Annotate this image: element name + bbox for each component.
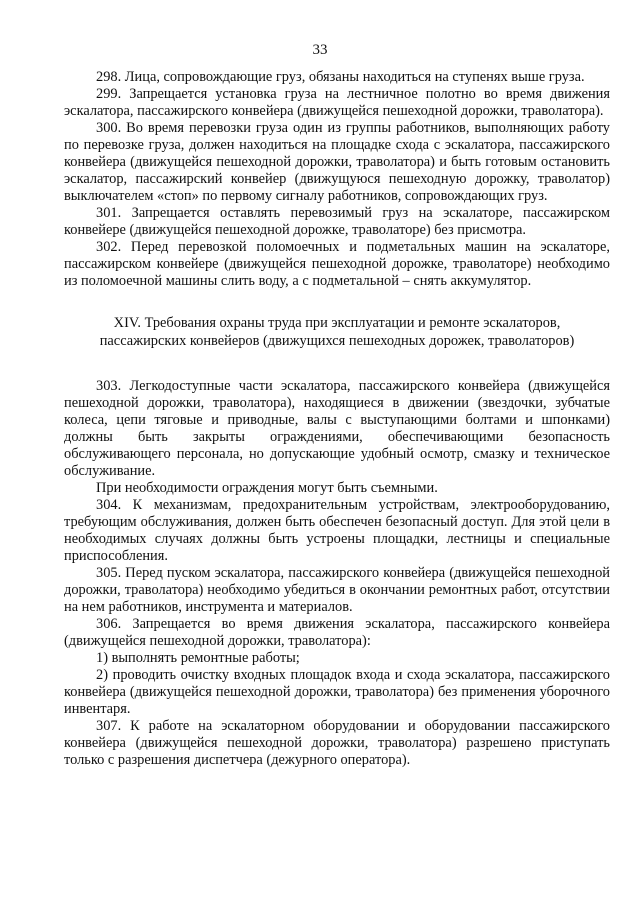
paragraph-303: 303. Легкодоступные части эскалатора, пассажирского конвейера (движущейся пешеходной дорожки, траволатора), находящиеся в движении (звездочки, зубчатые колеса, цепи тяговые и приводные, валы с выступающими болтами и шпонками) должны быть закрыты ограждениями, обеспечивающими безопасность обслуживающего персонала, но допускающие удобный осмотр, смазку и техническое обслуживание.	[64, 378, 610, 479]
document-body	[64, 69, 610, 769]
section-heading	[64, 314, 610, 350]
section-heading-line-1: XIV. Требования охраны труда при эксплуатации и ремонте эскалаторов,	[113, 315, 561, 331]
paragraph-306-item-2: 2) проводить очистку входных площадок входа и схода эскалатора, пассажирского конвейера (движущейся пешеходной дорожки, траволатора) без применения уборочного инвентаря.	[64, 667, 610, 717]
paragraph-305: 305. Перед пуском эскалатора, пассажирского конвейера (движущейся пешеходной дорожки, траволатора) необходимо убедиться в окончании ремонтных работ, отсутствии на нем работников, инструмента и материалов.	[64, 565, 610, 615]
paragraph-300: 300. Во время перевозки груза один из группы работников, выполняющих работу по перевозке груза, должен находиться на площадке схода с эскалатора, пассажирского конвейера (движущейся пешеходной дорожки, траволатора) и быть готовым остановить эскалатор, пассажирский конвейер (движущуюся пешеходную дорожку, траволатор) выключателем «стоп» по первому сигналу работников, сопровождающих груз.	[64, 120, 610, 204]
paragraph-303-note: При необходимости ограждения могут быть съемными.	[96, 480, 438, 496]
paragraph-302: 302. Перед перевозкой поломоечных и подметальных машин на эскалаторе, пассажирском конвейере (движущейся пешеходной дорожке, траволаторе) необходимо из поломоечной машины слить воду, а с подметальной – снять аккумулятор.	[64, 239, 610, 289]
paragraph-304: 304. К механизмам, предохранительным устройствам, электрооборудованию, требующим обслуживания, должен быть обеспечен безопасный доступ. Для этой цели в необходимых случаях должны быть устроены площадки, лестницы и специальные приспособления.	[64, 497, 610, 564]
section-heading-line-2: пассажирских конвейеров (движущихся пешеходных дорожек, траволаторов)	[99, 333, 575, 349]
paragraph-298: 298. Лица, сопровождающие груз, обязаны находиться на ступенях выше груза.	[96, 69, 585, 85]
paragraph-306: 306. Запрещается во время движения эскалатора, пассажирского конвейера (движущейся пешеходной дорожки, траволатора):	[64, 616, 610, 649]
paragraph-307: 307. К работе на эскалаторном оборудовании и оборудовании пассажирского конвейера (движущейся пешеходной дорожки, траволатора) разрешено приступать только с разрешения диспетчера (дежурного оператора).	[64, 718, 610, 768]
paragraph-301: 301. Запрещается оставлять перевозимый груз на эскалаторе, пассажирском конвейере (движущейся пешеходной дорожке, траволаторе) без присмотра.	[64, 205, 610, 238]
page-number: 33	[312, 42, 328, 58]
paragraph-299: 299. Запрещается установка груза на лестничное полотно во время движения эскалатора, пассажирского конвейера (движущейся пешеходной дорожки, траволатора).	[64, 86, 610, 119]
paragraph-306-item-1: 1) выполнять ремонтные работы;	[96, 650, 300, 666]
